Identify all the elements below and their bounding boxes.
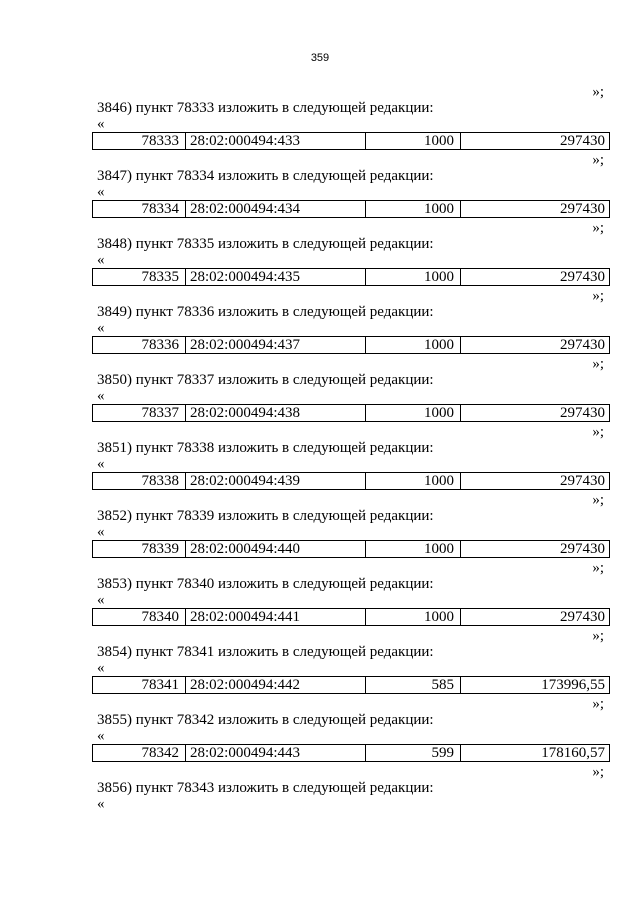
- amendment-heading: 3847) пункт 78334 изложить в следующей редакции:: [97, 168, 434, 184]
- table-row: [92, 200, 610, 218]
- area-cell: 585: [366, 677, 461, 693]
- table-row: [92, 336, 610, 354]
- page-number: 359: [310, 52, 330, 64]
- amendment-heading: 3851) пункт 78338 изложить в следующей редакции:: [97, 440, 434, 456]
- cadastral-number-cell: 28:02:000494:437: [186, 337, 366, 353]
- cadastral-number-cell: 28:02:000494:435: [186, 269, 366, 285]
- amendment-heading: 3846) пункт 78333 изложить в следующей редакции:: [97, 100, 434, 116]
- cadastral-number-cell: 28:02:000494:439: [186, 473, 366, 489]
- area-cell: 1000: [366, 337, 461, 353]
- document-body: [92, 84, 610, 812]
- opening-quote: «: [97, 320, 105, 336]
- table-row: [92, 540, 610, 558]
- area-cell: 1000: [366, 609, 461, 625]
- amendment-heading: 3852) пункт 78339 изложить в следующей редакции:: [97, 508, 434, 524]
- closing-quote: »;: [592, 696, 604, 712]
- value-cell: 297430: [560, 337, 605, 353]
- opening-quote: «: [97, 660, 105, 676]
- amendment-heading: 3855) пункт 78342 изложить в следующей редакции:: [97, 712, 434, 728]
- opening-quote: «: [97, 796, 105, 812]
- item-number-cell: 78333: [93, 133, 186, 149]
- table-row: [92, 268, 610, 286]
- item-number-cell: 78337: [93, 405, 186, 421]
- value-cell: 297430: [560, 133, 605, 149]
- item-number-cell: 78341: [93, 677, 186, 693]
- table-row: [92, 608, 610, 626]
- closing-quote: »;: [592, 560, 604, 576]
- opening-quote: «: [97, 116, 105, 132]
- amendment-heading: 3848) пункт 78335 изложить в следующей редакции:: [97, 236, 434, 252]
- table-row: [92, 676, 610, 694]
- item-number-cell: 78334: [93, 201, 186, 217]
- closing-quote: »;: [592, 424, 604, 440]
- opening-quote: «: [97, 592, 105, 608]
- opening-quote: «: [97, 252, 105, 268]
- value-cell: 297430: [560, 201, 605, 217]
- area-cell: 599: [366, 745, 461, 761]
- item-number-cell: 78336: [93, 337, 186, 353]
- opening-quote: «: [97, 456, 105, 472]
- amendment-heading: 3853) пункт 78340 изложить в следующей редакции:: [97, 576, 434, 592]
- value-cell: 297430: [560, 269, 605, 285]
- cadastral-number-cell: 28:02:000494:433: [186, 133, 366, 149]
- amendment-heading: 3849) пункт 78336 изложить в следующей редакции:: [97, 304, 434, 320]
- cadastral-number-cell: 28:02:000494:443: [186, 745, 366, 761]
- table-row: [92, 132, 610, 150]
- area-cell: 1000: [366, 541, 461, 557]
- value-cell: 297430: [560, 405, 605, 421]
- opening-quote: «: [97, 728, 105, 744]
- table-row: [92, 472, 610, 490]
- cadastral-number-cell: 28:02:000494:440: [186, 541, 366, 557]
- opening-quote: «: [97, 184, 105, 200]
- cadastral-number-cell: 28:02:000494:441: [186, 609, 366, 625]
- closing-quote: »;: [592, 628, 604, 644]
- item-number-cell: 78335: [93, 269, 186, 285]
- amendment-heading: 3856) пункт 78343 изложить в следующей редакции:: [97, 780, 434, 796]
- table-row: [92, 404, 610, 422]
- closing-quote: »;: [592, 84, 604, 100]
- opening-quote: «: [97, 388, 105, 404]
- cadastral-number-cell: 28:02:000494:434: [186, 201, 366, 217]
- opening-quote: «: [97, 524, 105, 540]
- closing-quote: »;: [592, 220, 604, 236]
- closing-quote: »;: [592, 764, 604, 780]
- value-cell: 178160,57: [541, 745, 605, 761]
- item-number-cell: 78339: [93, 541, 186, 557]
- item-number-cell: 78340: [93, 609, 186, 625]
- closing-quote: »;: [592, 356, 604, 372]
- closing-quote: »;: [592, 492, 604, 508]
- cadastral-number-cell: 28:02:000494:438: [186, 405, 366, 421]
- closing-quote: »;: [592, 288, 604, 304]
- table-row: [92, 744, 610, 762]
- amendment-heading: 3850) пункт 78337 изложить в следующей редакции:: [97, 372, 434, 388]
- area-cell: 1000: [366, 269, 461, 285]
- area-cell: 1000: [366, 201, 461, 217]
- area-cell: 1000: [366, 473, 461, 489]
- closing-quote: »;: [592, 152, 604, 168]
- item-number-cell: 78338: [93, 473, 186, 489]
- item-number-cell: 78342: [93, 745, 186, 761]
- amendment-heading: 3854) пункт 78341 изложить в следующей редакции:: [97, 644, 434, 660]
- value-cell: 297430: [560, 609, 605, 625]
- area-cell: 1000: [366, 133, 461, 149]
- value-cell: 297430: [560, 473, 605, 489]
- value-cell: 297430: [560, 541, 605, 557]
- area-cell: 1000: [366, 405, 461, 421]
- cadastral-number-cell: 28:02:000494:442: [186, 677, 366, 693]
- value-cell: 173996,55: [541, 677, 605, 693]
